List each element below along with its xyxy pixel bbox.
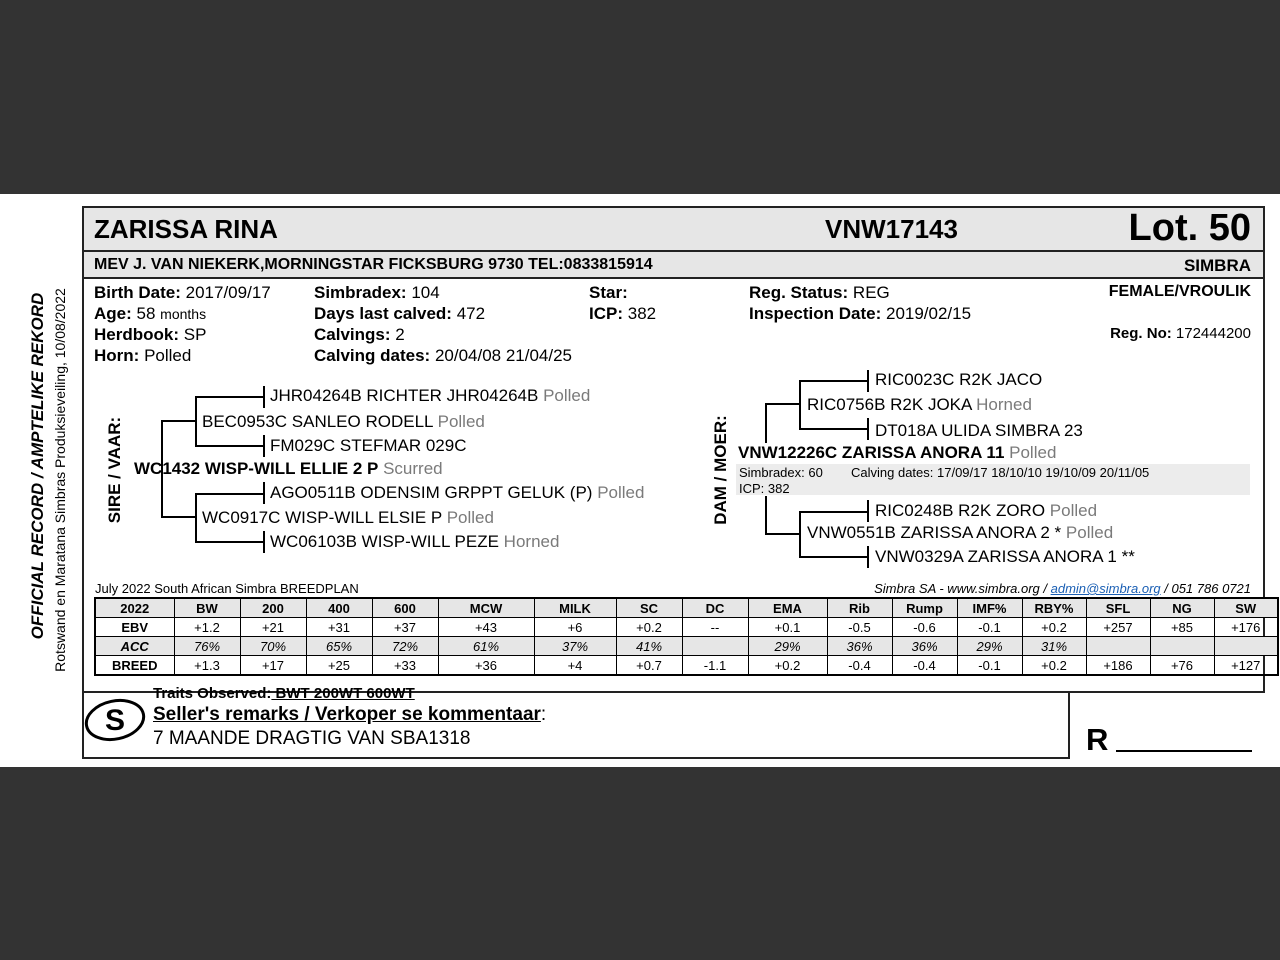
- ebv-cell: +0.2: [616, 618, 682, 637]
- breed-label: SIMBRA: [1183, 256, 1251, 275]
- acc-row: [95, 637, 1278, 656]
- svg-text:S: S: [104, 704, 126, 737]
- sale-label: Rotswand en Maratana Simbras Produksieveiling, 10/08/2022: [52, 288, 68, 672]
- sire-side-label: SIRE / VAAR:: [105, 416, 124, 524]
- ebv-header-cell: SFL: [1086, 598, 1150, 618]
- ebv-header-cell: SW: [1214, 598, 1278, 618]
- sire-dam-sire-tick: [263, 482, 265, 504]
- ebv-header-cell: Rump: [892, 598, 957, 618]
- dam-dam-sire-tick: [867, 500, 869, 522]
- seller-remarks: 7 MAANDE DRAGTIG VAN SBA1318: [153, 728, 471, 749]
- dam-dam: VNW0551B ZARISSA ANORA 2 * Polled: [807, 523, 1114, 542]
- icp: ICP: 382: [589, 304, 657, 323]
- sire-name: WC1432 WISP-WILL ELLIE 2 P Scurred: [134, 459, 443, 478]
- dam-dam-bracket-v: [799, 511, 801, 558]
- ebv-cell: 76%: [174, 637, 240, 656]
- dam-bracket-top-v: [765, 403, 767, 443]
- simbra-logo: [84, 698, 144, 738]
- ebv-cell: -1.1: [682, 656, 748, 676]
- ebv-cell: -0.1: [957, 656, 1022, 676]
- ebv-cell: 70%: [240, 637, 306, 656]
- dam-bracket-bot-h: [765, 533, 801, 535]
- dam-sire-bracket-v: [799, 380, 801, 429]
- ebv-cell: +0.2: [1022, 618, 1086, 637]
- ebv-header-cell: 400: [306, 598, 372, 618]
- sire-dam-dam-tick: [263, 531, 265, 553]
- sire-dam-tick: [263, 435, 265, 457]
- sex: FEMALE/VROULIK: [1108, 283, 1251, 300]
- herdbook: Herdbook: SP: [94, 325, 207, 344]
- ebv-cell: +25: [306, 656, 372, 676]
- horn-status: Horn: Polled: [94, 346, 192, 365]
- dam-sire-bracket-top: [799, 380, 869, 382]
- lot-number: Lot. 50: [1128, 207, 1251, 249]
- ebv-cell: +6: [534, 618, 616, 637]
- ebv-cell: +257: [1086, 618, 1150, 637]
- dam-dam-dam: VNW0329A ZARISSA ANORA 1 **: [875, 547, 1135, 566]
- sire-bracket-bot: [161, 516, 197, 518]
- ebv-cell: +43: [438, 618, 534, 637]
- ebv-cell: 29%: [748, 637, 827, 656]
- ebv-cell: 37%: [534, 637, 616, 656]
- sire-bracket-top: [161, 420, 197, 422]
- ebv-cell: +33: [372, 656, 438, 676]
- ebv-cell: 72%: [372, 637, 438, 656]
- dam-sire-dam: DT018A ULIDA SIMBRA 23: [875, 421, 1083, 440]
- ebv-header-cell: DC: [682, 598, 748, 618]
- ebv-cell: -0.4: [827, 656, 892, 676]
- ebv-cell: +85: [1150, 618, 1214, 637]
- dam-sire-dam-tick: [867, 418, 869, 440]
- reg-status: Reg. Status: REG: [749, 283, 890, 302]
- ebv-cell: +0.7: [616, 656, 682, 676]
- ebv-header-cell: SC: [616, 598, 682, 618]
- ebv-cell: +76: [1150, 656, 1214, 676]
- sire-sire-sire: JHR04264B RICHTER JHR04264B Polled: [270, 386, 591, 405]
- sire-dam: WC0917C WISP-WILL ELSIE P Polled: [202, 508, 494, 527]
- age: Age: 58 months: [94, 304, 207, 323]
- dam-name: VNW12226C ZARISSA ANORA 11 Polled: [738, 443, 1057, 462]
- ebv-cell: +4: [534, 656, 616, 676]
- ebv-cell: 29%: [957, 637, 1022, 656]
- dam-calving-dates: Calving dates: 17/09/17 18/10/10 19/10/09 20/11/05: [851, 465, 1150, 480]
- ebv-header-cell: MILK: [534, 598, 616, 618]
- ebv-header-cell: 2022: [95, 598, 174, 618]
- dam-dam-sire: RIC0248B R2K ZORO Polled: [875, 501, 1098, 520]
- ebv-header-cell: 200: [240, 598, 306, 618]
- ebv-cell: [1086, 637, 1150, 656]
- sire-sire-dam: FM029C STEFMAR 029C: [270, 436, 467, 455]
- dam-sire-bracket-bot: [799, 428, 869, 430]
- ebv-header-cell: Rib: [827, 598, 892, 618]
- seller-remarks-label: Seller's remarks / Verkoper se kommentaar:: [153, 704, 547, 725]
- sire-sire: BEC0953C SANLEO RODELL Polled: [202, 412, 485, 431]
- official-record-label: OFFICIAL RECORD / AMPTELIKE REKORD: [28, 292, 47, 640]
- ebv-cell: +176: [1214, 618, 1278, 637]
- ebv-header-cell: BW: [174, 598, 240, 618]
- ebv-header-cell: IMF%: [957, 598, 1022, 618]
- ebv-cell: -0.4: [892, 656, 957, 676]
- dam-dam-bracket-bot: [799, 556, 869, 558]
- ebv-header-cell: NG: [1150, 598, 1214, 618]
- ebv-row-label: BREED: [95, 656, 174, 676]
- dam-dam-bracket-top: [799, 511, 869, 513]
- sire-sire-bracket-top: [195, 396, 265, 398]
- dam-of-sire-bracket-v: [195, 493, 197, 542]
- ebv-cell: [682, 637, 748, 656]
- traits-observed: Traits Observed: BWT 200WT 600WT: [153, 685, 415, 702]
- ebv-cell: 36%: [827, 637, 892, 656]
- dam-sire-sire-tick: [867, 370, 869, 392]
- animal-id: VNW17143: [825, 214, 958, 244]
- dam-of-sire-bracket-bot: [195, 541, 265, 543]
- breedplan-contact: Simbra SA - www.simbra.org / admin@simbra.org / 051 786 0721: [874, 581, 1251, 596]
- ebv-table: [94, 597, 1279, 676]
- ebv-header-cell: EMA: [748, 598, 827, 618]
- sire-dam-sire: AGO0511B ODENSIM GRPPT GELUK (P) Polled: [270, 483, 645, 502]
- sire-sire-bracket-bot: [195, 445, 265, 447]
- reg-number: Reg. No: 172444200: [1110, 325, 1251, 342]
- simbra-logo-icon: [84, 698, 150, 746]
- simbradex: Simbradex: 104: [314, 283, 440, 302]
- ebv-cell: 65%: [306, 637, 372, 656]
- ebv-cell: [1214, 637, 1278, 656]
- ebv-cell: 61%: [438, 637, 534, 656]
- ebv-header-cell: MCW: [438, 598, 534, 618]
- inspection-date: Inspection Date: 2019/02/15: [749, 304, 972, 323]
- dam-dam-dam-tick: [867, 546, 869, 568]
- ebv-cell: +1.3: [174, 656, 240, 676]
- dam-sire-sire: RIC0023C R2K JACO: [875, 370, 1043, 389]
- ebv-cell: -0.1: [957, 618, 1022, 637]
- email-link[interactable]: admin@simbra.org: [1050, 581, 1161, 596]
- dam-bracket-bot-v: [765, 496, 767, 534]
- ebv-cell: +21: [240, 618, 306, 637]
- ebv-cell: +37: [372, 618, 438, 637]
- ebv-cell: 41%: [616, 637, 682, 656]
- price-label: R: [1086, 722, 1109, 757]
- animal-name: ZARISSA RINA: [94, 214, 278, 244]
- dam-simbradex: Simbradex: 60: [739, 465, 823, 480]
- calving-dates: Calving dates: 20/04/08 21/04/25: [314, 346, 573, 365]
- ebv-cell: [1150, 637, 1214, 656]
- ebv-cell: 36%: [892, 637, 957, 656]
- ebv-cell: --: [682, 618, 748, 637]
- birth-date: Birth Date: 2017/09/17: [94, 283, 271, 302]
- breedplan-title: July 2022 South African Simbra BREEDPLAN: [95, 581, 359, 596]
- sire-sire-bracket-v: [195, 396, 197, 446]
- ebv-cell: +0.2: [748, 656, 827, 676]
- days-last-calved: Days last calved: 472: [314, 304, 486, 323]
- dam-sire: RIC0756B R2K JOKA Horned: [807, 395, 1032, 414]
- ebv-cell: +0.1: [748, 618, 827, 637]
- ebv-cell: +31: [306, 618, 372, 637]
- ebv-cell: +17: [240, 656, 306, 676]
- ebv-header-cell: RBY%: [1022, 598, 1086, 618]
- sire-dam-dam: WC06103B WISP-WILL PEZE Horned: [270, 532, 560, 551]
- ebv-row: [95, 618, 1278, 637]
- breed-row: [95, 656, 1278, 676]
- dam-of-sire-bracket-top: [195, 493, 265, 495]
- ebv-cell: +1.2: [174, 618, 240, 637]
- ebv-cell: -0.6: [892, 618, 957, 637]
- dam-bracket-top-h: [765, 403, 801, 405]
- star: Star:: [589, 283, 628, 302]
- ebv-header-cell: 600: [372, 598, 438, 618]
- dam-side-label: DAM / MOER:: [711, 415, 730, 525]
- calvings: Calvings: 2: [314, 325, 405, 344]
- ebv-cell: -0.5: [827, 618, 892, 637]
- ebv-cell: +36: [438, 656, 534, 676]
- dam-icp: ICP: 382: [739, 481, 790, 496]
- sire-sire-tick: [263, 386, 265, 408]
- ebv-cell: 31%: [1022, 637, 1086, 656]
- ebv-cell: +127: [1214, 656, 1278, 676]
- ebv-header-row: [95, 598, 1278, 618]
- ebv-row-label: EBV: [95, 618, 174, 637]
- price-entry-line[interactable]: [1116, 750, 1252, 752]
- ebv-cell: +0.2: [1022, 656, 1086, 676]
- ebv-row-label: ACC: [95, 637, 174, 656]
- owner-info: MEV J. VAN NIEKERK,MORNINGSTAR FICKSBURG 9730 TEL:0833815914: [94, 256, 653, 273]
- ebv-cell: +186: [1086, 656, 1150, 676]
